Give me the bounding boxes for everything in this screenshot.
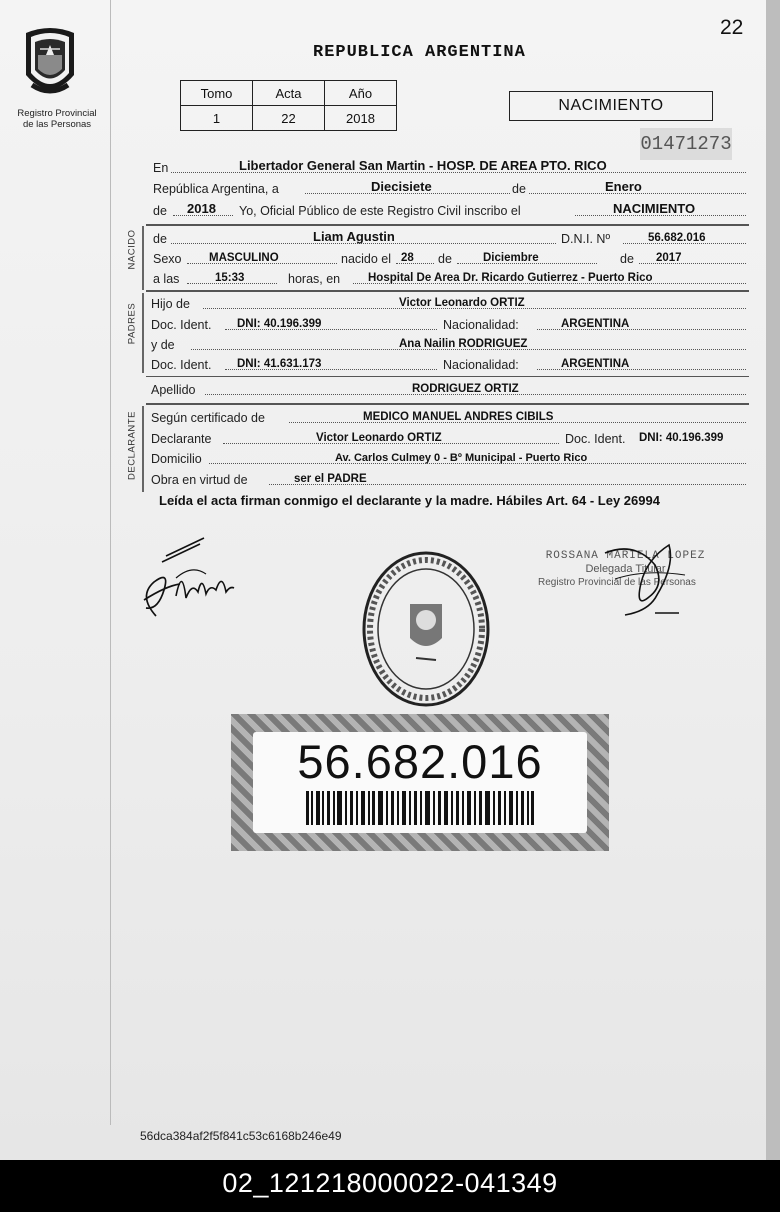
field-label: Doc. Ident. xyxy=(151,358,212,372)
father-name-line xyxy=(151,292,746,312)
field-label: a las xyxy=(153,272,180,286)
field-label: de xyxy=(512,182,526,196)
registration-year-value: 2018 xyxy=(187,201,216,216)
address-line xyxy=(151,447,746,467)
section-divider xyxy=(146,376,749,377)
section-label-padres: PADRES xyxy=(126,302,138,345)
acta-value: 22 xyxy=(253,106,325,131)
registration-day-value: Diecisiete xyxy=(371,179,432,194)
registration-place-line xyxy=(153,156,746,176)
margin-line xyxy=(110,0,111,1125)
certificate-value: MEDICO MANUEL ANDRES CIBILS xyxy=(363,411,554,423)
father-doc-line xyxy=(151,313,746,333)
section-bracket xyxy=(142,226,144,290)
registration-month-value: Enero xyxy=(605,179,642,194)
field-label: En xyxy=(153,161,169,175)
act-serial-number: 01471273 xyxy=(640,128,732,160)
certificate-line xyxy=(151,406,746,426)
father-doc-value: DNI: 40.196.399 xyxy=(237,318,322,330)
registration-place-value: Libertador General San Martin - HOSP. DE AREA PTO. RICO xyxy=(239,158,607,173)
capacity-value: ser el PADRE xyxy=(294,473,367,485)
column-header-tomo: Tomo xyxy=(181,81,253,106)
born-year-value: 2017 xyxy=(656,252,682,264)
section-label-declarante: DECLARANTE xyxy=(126,411,138,480)
table-header-row xyxy=(181,81,397,106)
field-label: Nacionalidad: xyxy=(443,358,519,372)
mother-name-line xyxy=(151,333,746,353)
field-label: D.N.I. Nº xyxy=(561,232,611,246)
mother-doc-line xyxy=(151,353,746,373)
born-day-value: 28 xyxy=(401,252,414,264)
section-bracket xyxy=(142,293,144,373)
field-label: Doc. Ident. xyxy=(565,432,626,446)
official-signature-icon xyxy=(595,535,715,625)
closing-statement: Leída el acta firman conmigo el declarante y la madre. Hábiles Art. 64 - Ley 26994 xyxy=(159,493,660,508)
official-role: Delegada Titular xyxy=(585,563,666,575)
declarant-name-value: Victor Leonardo ORTIZ xyxy=(316,432,442,444)
field-label: Apellido xyxy=(151,383,196,397)
field-label: Doc. Ident. xyxy=(151,318,212,332)
barcode-icon xyxy=(306,791,534,825)
provincia-de-misiones-seal-icon xyxy=(22,25,78,103)
act-type-box: NACIMIENTO xyxy=(509,91,713,121)
document-title: REPUBLICA ARGENTINA xyxy=(313,43,526,62)
address-value: Av. Carlos Culmey 0 - Bº Municipal - Puerto Rico xyxy=(335,452,588,464)
capacity-line xyxy=(151,468,746,488)
registry-caption-line: Registro Provincial xyxy=(17,108,97,119)
father-name-value: Victor Leonardo ORTIZ xyxy=(399,297,525,309)
section-divider xyxy=(146,224,749,226)
surname-line xyxy=(151,378,746,398)
born-place-value: Hospital De Area Dr. Ricardo Gutierrez - Puerto Rico xyxy=(368,272,653,284)
file-name-bar: 02_121218000022-041349 xyxy=(0,1160,780,1212)
born-time-place-line xyxy=(153,267,746,287)
field-label: Hijo de xyxy=(151,297,190,311)
field-label: Yo, Oficial Público de este Registro Civil inscribo el xyxy=(239,204,521,218)
mother-name-value: Ana Nailin RODRIGUEZ xyxy=(399,338,528,350)
document-hash: 56dca384af2f5f841c53c6168b246e49 xyxy=(140,1129,342,1143)
born-sex-date-line xyxy=(153,247,746,267)
field-label: Nacionalidad: xyxy=(443,318,519,332)
scan-edge xyxy=(766,0,780,1160)
born-dni-value: 56.682.016 xyxy=(648,232,706,244)
page-number: 22 xyxy=(720,16,744,39)
registry-caption-line: de las Personas xyxy=(22,119,92,130)
surname-value: RODRIGUEZ ORTIZ xyxy=(412,383,519,395)
section-divider xyxy=(146,403,749,405)
table-row xyxy=(181,106,397,131)
field-label: horas, en xyxy=(288,272,341,286)
field-label: de xyxy=(153,232,167,246)
ano-value: 2018 xyxy=(325,106,397,131)
section-bracket xyxy=(142,406,144,492)
field-label: nacido el xyxy=(341,252,392,266)
registration-statement-line xyxy=(153,199,746,219)
mother-doc-value: DNI: 41.631.173 xyxy=(237,358,322,370)
field-label: Obra en virtud de xyxy=(151,473,248,487)
born-name-line xyxy=(153,227,746,247)
column-header-acta: Acta xyxy=(253,81,325,106)
born-time-value: 15:33 xyxy=(215,272,245,284)
field-label: Según certificado de xyxy=(151,411,265,425)
field-label: Sexo xyxy=(153,252,182,266)
field-label: Domicilio xyxy=(151,452,202,466)
column-header-ano: Año xyxy=(325,81,397,106)
official-office: Registro Provincial de las Personas xyxy=(538,577,696,588)
declarant-line xyxy=(151,427,746,447)
tomo-value: 1 xyxy=(181,106,253,131)
registration-date-line xyxy=(153,177,746,197)
born-name-value: Liam Agustin xyxy=(313,229,395,244)
dni-banner xyxy=(231,714,609,851)
official-name: ROSSANA MARIELA LOPEZ xyxy=(545,550,706,562)
declarant-doc-value: DNI: 40.196.399 xyxy=(639,432,724,444)
section-label-nacido: NACIDO xyxy=(126,229,138,270)
registry-caption xyxy=(8,108,106,130)
registry-table xyxy=(180,80,397,131)
dni-banner-number: 56.682.016 xyxy=(297,735,543,788)
born-month-value: Diciembre xyxy=(483,252,539,264)
field-label: Declarante xyxy=(151,432,212,446)
field-label: de xyxy=(438,252,452,266)
declarant-signature-icon xyxy=(136,526,240,626)
mother-nationality-value: ARGENTINA xyxy=(561,358,630,370)
father-nationality-value: ARGENTINA xyxy=(561,318,630,330)
field-label: República Argentina, a xyxy=(153,182,279,196)
registry-round-seal-icon xyxy=(360,548,492,710)
registration-act-value: NACIMIENTO xyxy=(613,201,696,216)
field-label: de xyxy=(153,204,167,218)
born-sex-value: MASCULINO xyxy=(209,252,279,264)
field-label: y de xyxy=(151,338,175,352)
field-label: de xyxy=(620,252,634,266)
